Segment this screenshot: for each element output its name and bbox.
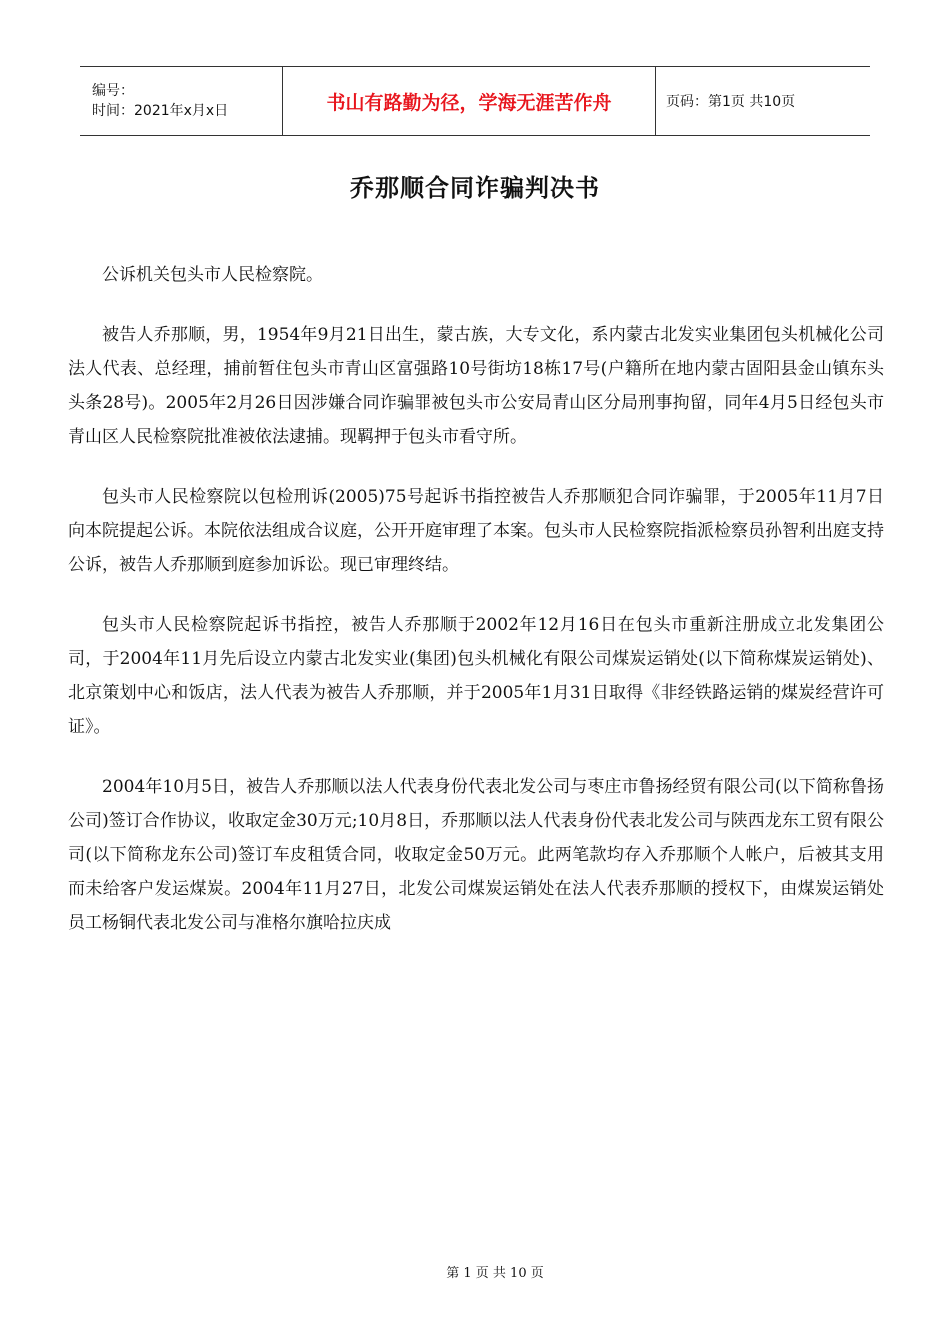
paragraph: 包头市人民检察院以包检刑诉(2005)75号起诉书指控被告人乔那顺犯合同诈骗罪，于2005年11月7日向本院提起公诉。本院依法组成合议庭，公开开庭审理了本案。包头市人民检察院指派检察员孙智利出庭支持公诉，被告人乔那顺到庭参加诉讼。现已审理终结。 — [68, 487, 884, 575]
time-label: 时间：2021年x月x日 — [92, 103, 229, 119]
header-meta — [80, 67, 282, 135]
document-header — [80, 66, 870, 136]
header-motto: 书山有路勤为径，学海无涯苦作舟 — [282, 67, 656, 135]
paragraph: 被告人乔那顺，男，1954年9月21日出生，蒙古族，大专文化，系内蒙古北发实业集团包头机械化公司法人代表、总经理，捕前暂住包头市青山区富强路10号街坊18栋17号(户籍所在地内蒙古固阳县金山镇东头头条28号)。2005年2月26日因涉嫌合同诈骗罪被包头市公安局青山区分局刑事拘留，同年4月5日经包头市青山区人民检察院批准被依法逮捕。现羁押于包头市看守所。 — [68, 325, 884, 447]
paragraph: 包头市人民检察院起诉书指控，被告人乔那顺于2002年12月16日在包头市重新注册成立北发集团公司，于2004年11月先后设立内蒙古北发实业(集团)包头机械化有限公司煤炭运销处(以下简称煤炭运销处)、北京策划中心和饭店，法人代表为被告人乔那顺，并于2005年1月31日取得《非经铁路运销的煤炭经营许可证》。 — [68, 615, 884, 737]
document-title: 乔那顺合同诈骗判决书 — [350, 174, 600, 202]
document-body — [68, 258, 884, 966]
page-footer: 第 1 页 共 10 页 — [446, 1266, 544, 1281]
paragraph: 公诉机关包头市人民检察院。 — [102, 265, 323, 285]
number-label: 编号： — [92, 83, 134, 99]
paragraph: 2004年10月5日，被告人乔那顺以法人代表身份代表北发公司与枣庄市鲁扬经贸有限公司(以下简称鲁扬公司)签订合作协议，收取定金30万元;10月8日，乔那顺以法人代表身份代表北发公司与陕西龙东工贸有限公司(以下简称龙东公司)签订车皮租赁合同，收取定金50万元。此两笔款均存入乔那顺个人帐户，后被其支用而未给客户发运煤炭。2004年11月27日，北发公司煤炭运销处在法人代表乔那顺的授权下，由煤炭运销处员工杨铜代表北发公司与准格尔旗哈拉庆成 — [68, 777, 884, 933]
header-page-label: 页码：第1页 共10页 — [666, 94, 796, 110]
